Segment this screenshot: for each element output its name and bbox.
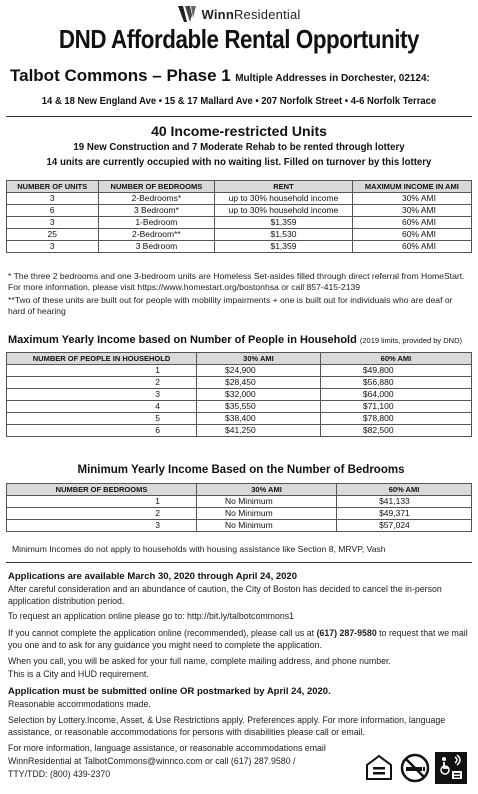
compliance-icons <box>363 752 467 784</box>
table-row <box>7 365 472 377</box>
max-income-table <box>6 352 472 437</box>
table-row <box>7 377 472 389</box>
table-row <box>7 389 472 401</box>
table-cell: $49,800 <box>320 365 471 377</box>
table-cell: 60% AMI <box>352 229 471 241</box>
online-request-text: To request an application online please go to: http://bit.ly/talbotcommons1 <box>8 611 295 621</box>
equal-housing-opportunity-icon <box>363 752 395 784</box>
min-section-title: Minimum Yearly Income Based on the Number of Bedrooms <box>77 464 405 476</box>
accessibility-icon <box>435 752 467 784</box>
table-cell: 3 Bedroom <box>98 241 215 253</box>
table-row <box>7 193 472 205</box>
property-note: Multiple Addresses in Dorchester, 02124: <box>235 73 430 84</box>
property-name: Talbot Commons – Phase 1 <box>10 66 231 85</box>
table-cell: $49,371 <box>337 508 472 520</box>
table-cell: 3 <box>7 241 99 253</box>
no-smoking-icon <box>399 752 431 784</box>
phone-request-text: If you cannot complete the application online (recommended), please call us at (617) 287-9580 to request that we mail you one and to ask for any guidance you might need to complete the application. <box>8 628 468 650</box>
deadline-heading: Application must be submitted online OR postmarked by April 24, 2020. <box>8 686 331 697</box>
table-row <box>7 508 472 520</box>
winn-logo-icon <box>178 6 198 22</box>
address-list: 14 & 18 New England Ave • 15 & 17 Mallard Ave • 207 Norfolk Street • 4-6 Norfolk Terrace <box>41 95 437 107</box>
table-cell: No Minimum <box>197 508 337 520</box>
tty-text: TTY/TDD: (800) 439-2370 <box>8 769 111 779</box>
table-cell: 1 <box>7 365 197 377</box>
property-heading <box>10 66 470 86</box>
table-cell: 2-Bedroom** <box>98 229 215 241</box>
table-cell: 3 <box>7 193 99 205</box>
table-cell: $24,900 <box>197 365 321 377</box>
table-cell: 3 Bedroom* <box>98 205 215 217</box>
table-cell: $57,024 <box>337 520 472 532</box>
table-cell: 2 <box>7 508 197 520</box>
table-cell: $82,500 <box>320 425 471 437</box>
table-cell: $78,800 <box>320 413 471 425</box>
table-cell: 25 <box>7 229 99 241</box>
footnote-accessible: **Two of these units are built out for people with mobility impairments + one is built out for individuals who are deaf or hard of hearing <box>8 295 453 316</box>
table-row <box>7 241 472 253</box>
income-section-title <box>8 334 474 346</box>
table-header-row <box>7 484 472 496</box>
brand-name: WinnResidential <box>201 6 301 22</box>
income-title-text: Maximum Yearly Income based on Number of People in Household <box>8 334 357 346</box>
table-cell: 6 <box>7 205 99 217</box>
table-row <box>7 496 472 508</box>
table-row <box>7 520 472 532</box>
table-row <box>7 217 472 229</box>
lottery-text: Selection by Lottery.Income, Asset, & Use Restrictions apply. Preferences apply. For more information, language assistance, or reasonable accommodations for persons with disabilities please call or email. <box>8 715 446 737</box>
phone-number: (617) 287-9580 <box>316 628 377 638</box>
table-cell: $71,100 <box>320 401 471 413</box>
table-cell: No Minimum <box>197 496 337 508</box>
units-line-2: 14 units are currently occupied with no waiting list. Filled on turnover by this lottery <box>46 156 432 168</box>
table-row <box>7 425 472 437</box>
table-cell: $1,359 <box>215 217 353 229</box>
column-header: 60% AMI <box>320 353 471 365</box>
cancellation-notice: After careful consideration and an abundance of caution, the City of Boston has decided to cancel the in-person application distribution period. <box>8 584 442 606</box>
divider <box>6 562 472 563</box>
table-cell: $41,133 <box>337 496 472 508</box>
table-cell: 2-Bedrooms* <box>98 193 215 205</box>
table-cell: up to 30% household income <box>215 205 353 217</box>
table-row <box>7 229 472 241</box>
table-cell: $35,550 <box>197 401 321 413</box>
table-cell: 3 <box>7 389 197 401</box>
table-cell: $56,880 <box>320 377 471 389</box>
table-cell: $1,359 <box>215 241 353 253</box>
units-line-1: 19 New Construction and 7 Moderate Rehab to be rented through lottery <box>73 141 405 153</box>
column-header: NUMBER OF BEDROOMS <box>98 181 215 193</box>
table-cell: 60% AMI <box>352 241 471 253</box>
table-cell: up to 30% household income <box>215 193 353 205</box>
accommodations-text: Reasonable accommodations made. <box>8 699 151 709</box>
table-header-row <box>7 353 472 365</box>
column-header: MAXIMUM INCOME IN AMI <box>352 181 471 193</box>
table-cell: 4 <box>7 401 197 413</box>
table-cell: 30% AMI <box>352 193 471 205</box>
units-table <box>6 180 472 253</box>
table-cell: $28,450 <box>197 377 321 389</box>
min-income-table <box>6 483 472 532</box>
table-cell: 5 <box>7 413 197 425</box>
table-cell: 3 <box>7 217 99 229</box>
brand-logo <box>0 4 478 24</box>
table-cell: 1 <box>7 496 197 508</box>
table-row <box>7 413 472 425</box>
table-cell: 30% AMI <box>352 205 471 217</box>
page-title: DND Affordable Rental Opportunity <box>58 24 420 54</box>
column-header: 60% AMI <box>337 484 472 496</box>
income-title-note: (2019 limits, provided by DND) <box>359 336 463 345</box>
contact-text: For more information, language assistance, or reasonable accommodations email <box>8 743 326 753</box>
call-info-text: When you call, you will be asked for your full name, complete mailing address, and phone number. <box>8 656 391 666</box>
column-header: NUMBER OF BEDROOMS <box>7 484 197 496</box>
column-header: NUMBER OF PEOPLE IN HOUSEHOLD <box>7 353 197 365</box>
table-cell: $41,250 <box>197 425 321 437</box>
requirement-text: This is a City and HUD requirement. <box>8 669 149 679</box>
units-section-title: 40 Income-restricted Units <box>151 123 327 139</box>
table-cell: $1,530 <box>215 229 353 241</box>
column-header: NUMBER OF UNITS <box>7 181 99 193</box>
divider <box>6 116 472 117</box>
table-header-row <box>7 181 472 193</box>
table-cell: 60% AMI <box>352 217 471 229</box>
min-income-note: Minimum Incomes do not apply to households with housing assistance like Section 8, MRVP, Vash <box>12 544 386 554</box>
table-cell: No Minimum <box>197 520 337 532</box>
column-header: 30% AMI <box>197 353 321 365</box>
table-cell: $32,000 <box>197 389 321 401</box>
column-header: RENT <box>215 181 353 193</box>
contact-email-text: WinnResidential at TalbotCommons@winnco.com or call (617) 287.9580 / <box>8 756 296 766</box>
table-cell: 3 <box>7 520 197 532</box>
table-cell: 6 <box>7 425 197 437</box>
table-cell: 2 <box>7 377 197 389</box>
table-row <box>7 401 472 413</box>
footnote-homeless: * The three 2 bedrooms and one 3-bedroom units are Homeless Set-asides filled through direct referral from HomeStart. For more information, please visit https://www.homestart.org/bostonhsa or call 857-415-2139 <box>8 271 465 292</box>
table-cell: $38,400 <box>197 413 321 425</box>
application-dates-heading: Applications are available March 30, 2020 through April 24, 2020 <box>8 571 297 582</box>
table-cell: $64,000 <box>320 389 471 401</box>
table-cell: 1-Bedroom <box>98 217 215 229</box>
column-header: 30% AMI <box>197 484 337 496</box>
table-row <box>7 205 472 217</box>
